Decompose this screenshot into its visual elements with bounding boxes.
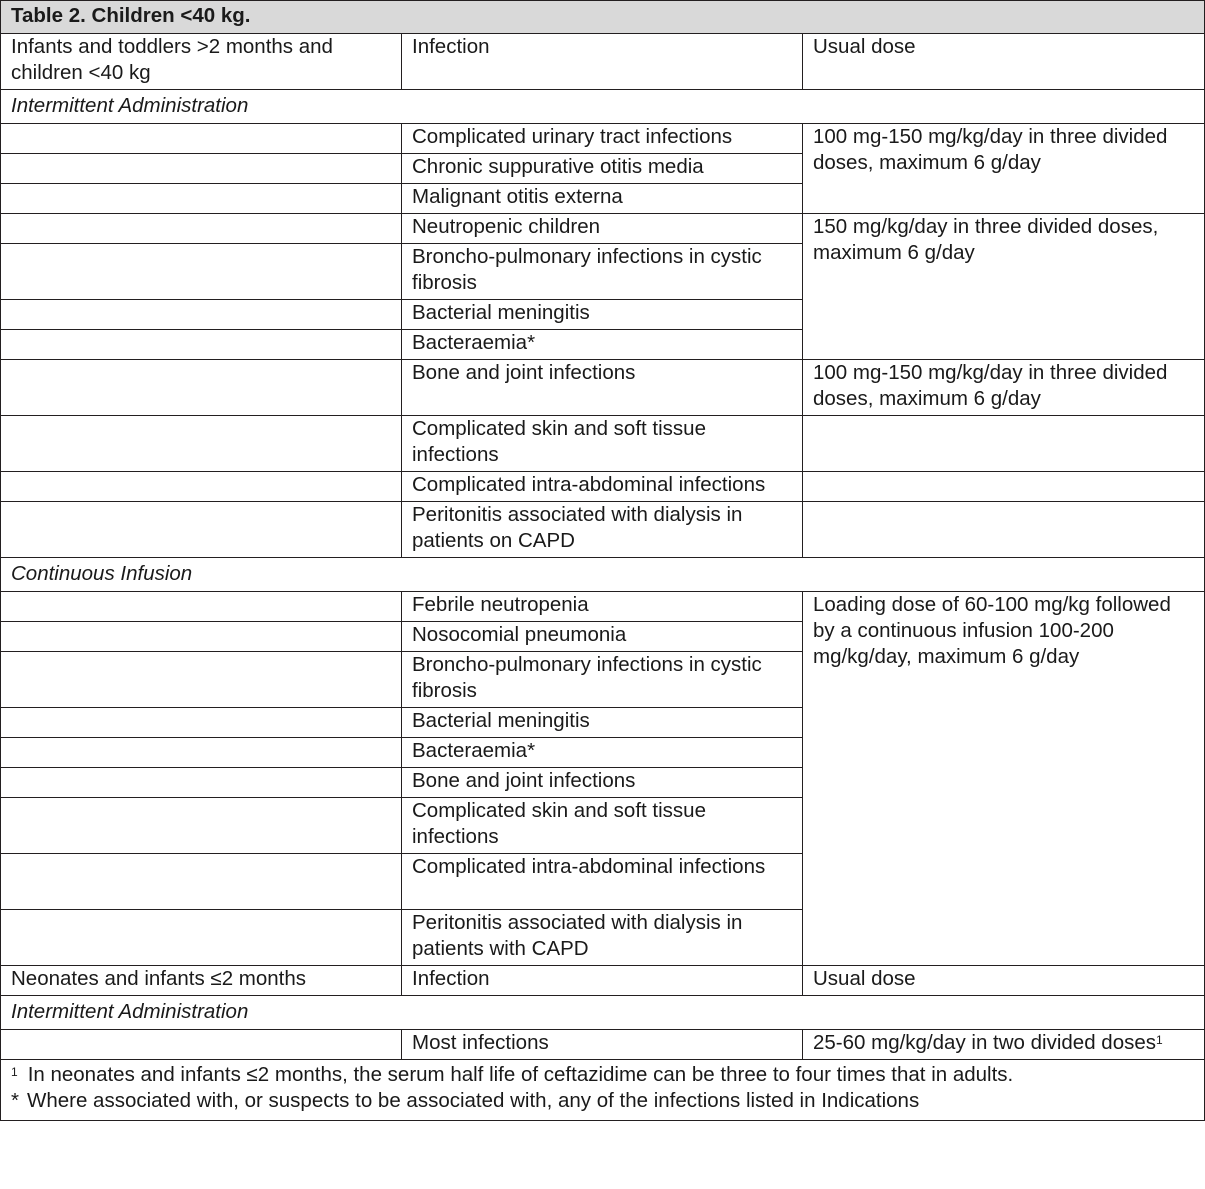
infection-cell: Bacteraemia* — [402, 738, 803, 768]
infection-header: Infection — [402, 34, 803, 90]
empty-cell — [1, 154, 402, 184]
empty-cell — [1, 592, 402, 622]
infection-cell: Malignant otitis externa — [402, 184, 803, 214]
dose-cell: 100 mg-150 mg/kg/day in three divided doses, maximum 6 g/day — [803, 124, 1205, 214]
infection-cell: Complicated intra-abdominal infections — [402, 472, 803, 502]
infection-cell: Febrile neutropenia — [402, 592, 803, 622]
footnotes — [1, 1060, 1205, 1121]
empty-cell — [1, 622, 402, 652]
empty-cell — [1, 768, 402, 798]
header-row — [1, 34, 1205, 90]
footnote-1 — [11, 1062, 1198, 1088]
empty-cell — [1, 738, 402, 768]
empty-cell — [1, 652, 402, 708]
table-row — [1, 416, 1205, 472]
infection-cell: Complicated urinary tract infections — [402, 124, 803, 154]
footnote-2-text: Where associated with, or suspects to be associated with, any of the infections listed in Indications — [26, 1089, 920, 1112]
dose-header: Usual dose — [803, 966, 1205, 996]
dose-text: 25-60 mg/kg/day in two divided doses — [813, 1031, 1157, 1054]
infection-cell: Complicated intra-abdominal infections — [402, 854, 803, 910]
table-row — [1, 360, 1205, 416]
section-continuous: Continuous Infusion — [1, 558, 1205, 592]
empty-cell — [1, 798, 402, 854]
empty-cell — [1, 360, 402, 416]
infection-cell: Neutropenic children — [402, 214, 803, 244]
footnote-1-text: In neonates and infants ≤2 months, the serum half life of ceftazidime can be three to four times that in adults. — [27, 1063, 1014, 1086]
infection-cell: Broncho-pulmonary infections in cystic fibrosis — [402, 244, 803, 300]
section-intermittent-neonates: Intermittent Administration — [1, 996, 1205, 1030]
empty-cell — [1, 502, 402, 558]
dose-cell: 100 mg-150 mg/kg/day in three divided doses, maximum 6 g/day — [803, 360, 1205, 416]
table-row — [1, 502, 1205, 558]
infection-cell: Complicated skin and soft tissue infections — [402, 798, 803, 854]
footnote-1-mark: 1 — [11, 1065, 18, 1079]
table-row — [1, 214, 1205, 244]
empty-cell — [1, 910, 402, 966]
infection-cell: Nosocomial pneumonia — [402, 622, 803, 652]
section-intermittent: Intermittent Administration — [1, 90, 1205, 124]
infection-header: Infection — [402, 966, 803, 996]
infection-cell: Peritonitis associated with dialysis in patients on CAPD — [402, 502, 803, 558]
empty-cell — [1, 124, 402, 154]
footnote-2-mark: * — [11, 1089, 19, 1112]
table-title: Table 2. Children <40 kg. — [1, 1, 1205, 34]
empty-cell — [1, 214, 402, 244]
infection-cell: Peritonitis associated with dialysis in patients with CAPD — [402, 910, 803, 966]
infection-cell: Bacterial meningitis — [402, 300, 803, 330]
empty-cell — [1, 300, 402, 330]
empty-cell — [1, 708, 402, 738]
dose-cell: Loading dose of 60-100 mg/kg followed by a continuous infusion 100-200 mg/kg/day, maximum 6 g/day — [803, 592, 1205, 966]
infection-cell: Complicated skin and soft tissue infections — [402, 416, 803, 472]
table-row — [1, 472, 1205, 502]
footnote-2 — [11, 1088, 1198, 1114]
dose-cell: 150 mg/kg/day in three divided doses, maximum 6 g/day — [803, 214, 1205, 360]
empty-cell — [1, 244, 402, 300]
empty-cell — [1, 330, 402, 360]
empty-cell — [1, 472, 402, 502]
population-header: Infants and toddlers >2 months and children <40 kg — [1, 34, 402, 90]
header-row — [1, 966, 1205, 996]
dose-cell — [803, 1030, 1205, 1060]
infection-cell: Bacterial meningitis — [402, 708, 803, 738]
footnote-ref: 1 — [1156, 1033, 1163, 1047]
table-row — [1, 592, 1205, 622]
empty-cell — [803, 416, 1205, 472]
empty-cell — [803, 472, 1205, 502]
empty-cell — [1, 184, 402, 214]
empty-cell — [803, 502, 1205, 558]
empty-cell — [1, 416, 402, 472]
empty-cell — [1, 1030, 402, 1060]
infection-cell: Most infections — [402, 1030, 803, 1060]
dose-header: Usual dose — [803, 34, 1205, 90]
infection-cell: Chronic suppurative otitis media — [402, 154, 803, 184]
infection-cell: Bone and joint infections — [402, 360, 803, 416]
infection-cell: Broncho-pulmonary infections in cystic fibrosis — [402, 652, 803, 708]
infection-cell: Bone and joint infections — [402, 768, 803, 798]
table-row — [1, 124, 1205, 154]
infection-cell: Bacteraemia* — [402, 330, 803, 360]
table-row — [1, 1030, 1205, 1060]
population-header: Neonates and infants ≤2 months — [1, 966, 402, 996]
empty-cell — [1, 854, 402, 910]
